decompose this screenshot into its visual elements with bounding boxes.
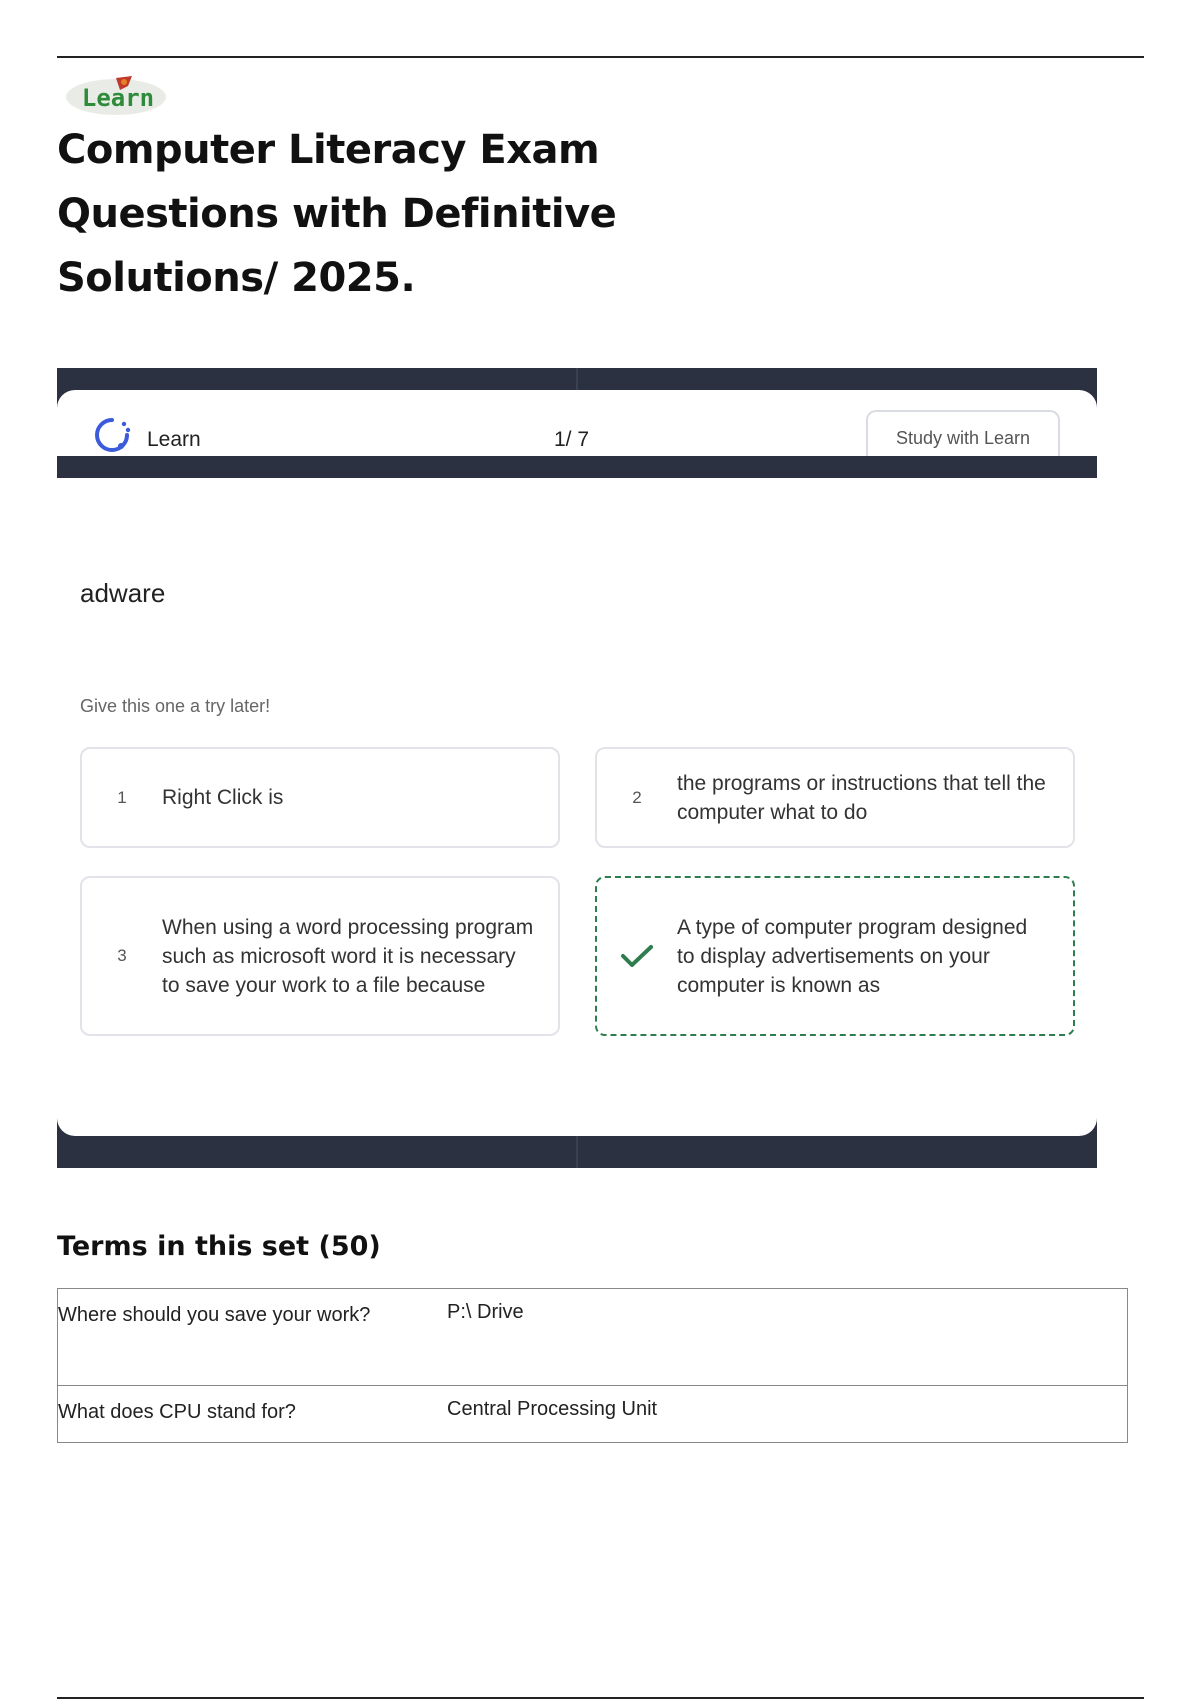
term-cell: What does CPU stand for?	[58, 1386, 448, 1443]
top-rule	[57, 56, 1144, 58]
answer-option-3[interactable]	[80, 876, 560, 1036]
answer-option-2[interactable]	[595, 747, 1075, 848]
app-name: Learn	[147, 428, 201, 451]
option-text: A type of computer program designed to display advertisements on your computer is known as	[677, 915, 1028, 997]
bottom-rule	[57, 1697, 1144, 1699]
term-cell: Where should you save your work?	[58, 1289, 448, 1386]
question-term: adware	[80, 578, 166, 608]
frame-divider	[576, 1136, 578, 1168]
definition-cell: Central Processing Unit	[447, 1386, 1128, 1443]
answer-option-1[interactable]	[80, 747, 560, 848]
quiz-header	[57, 390, 1097, 456]
learn-quiz-screenshot	[57, 368, 1097, 1168]
title-line: Computer Literacy Exam	[57, 127, 600, 173]
document-title	[57, 118, 617, 310]
terms-table	[57, 1288, 1128, 1443]
option-number: 2	[632, 787, 642, 807]
terms-heading: Terms in this set (50)	[57, 1231, 381, 1262]
option-number: 1	[117, 787, 127, 807]
question-card	[57, 478, 1097, 1136]
title-line: Solutions/ 2025.	[57, 255, 416, 301]
retry-hint: Give this one a try later!	[80, 696, 271, 716]
option-text: When using a word processing program such as microsoft word it is necessary to save your work to a file because	[162, 915, 534, 997]
frame-divider	[576, 368, 578, 390]
logo-text: Learn	[81, 84, 155, 112]
answer-option-correct[interactable]	[595, 876, 1075, 1036]
checkmark-icon	[597, 943, 677, 969]
study-with-learn-button[interactable]: Study with Learn	[866, 410, 1060, 456]
table-row	[58, 1386, 1128, 1443]
option-number: 3	[117, 946, 127, 965]
learn-logo	[58, 72, 178, 118]
question-counter: 1/ 7	[554, 428, 590, 451]
option-text: Right Click is	[162, 786, 284, 809]
loading-spinner-icon	[93, 416, 131, 454]
definition-cell: P:\ Drive	[447, 1289, 1128, 1386]
title-line: Questions with Definitive	[57, 191, 617, 237]
option-text: the programs or instructions that tell the computer what to do	[677, 771, 1046, 824]
table-row	[58, 1289, 1128, 1386]
